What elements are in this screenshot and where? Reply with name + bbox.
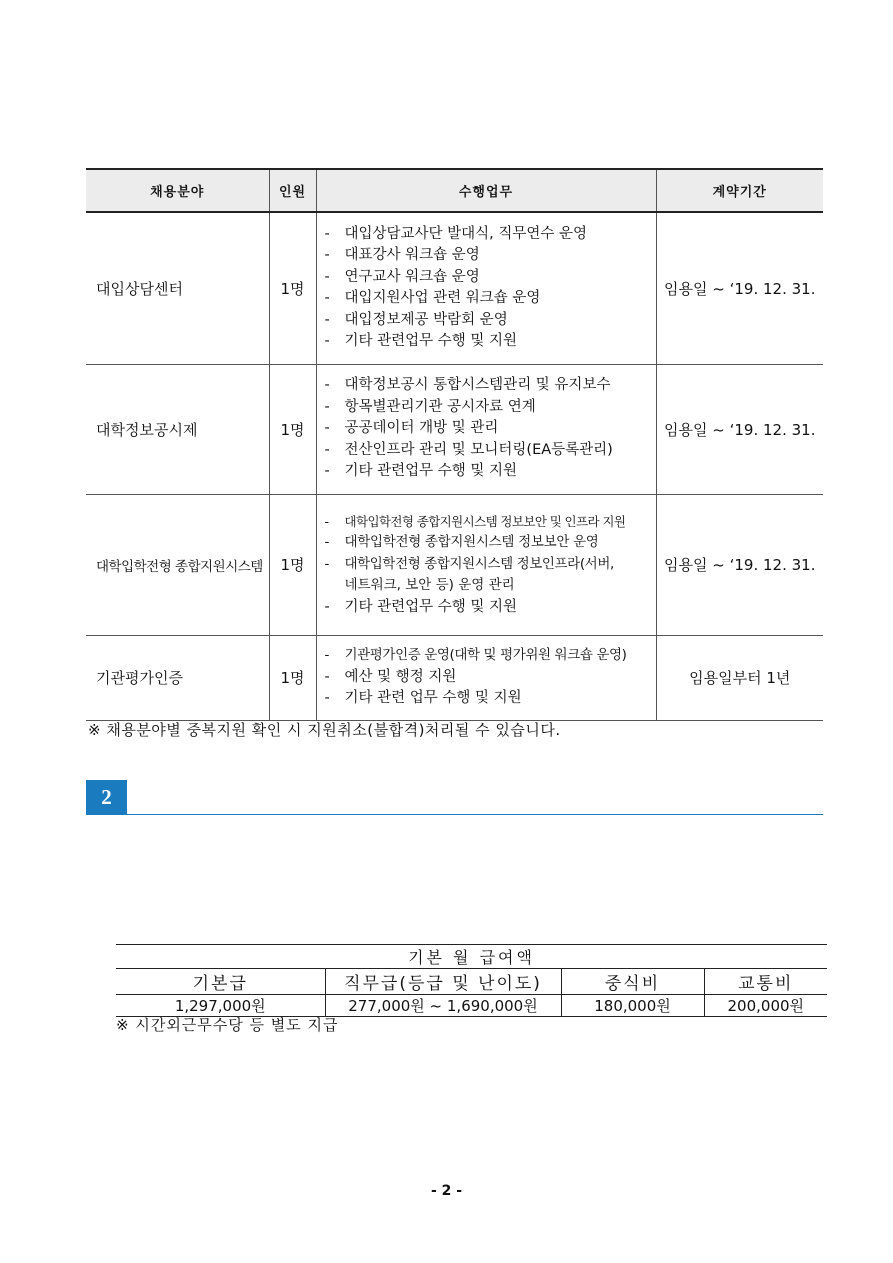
salary-value-meal: 180,000원 — [561, 995, 704, 1017]
duty-item: - 기타 관련업무 수행 및 지원 — [324, 463, 518, 480]
duty-item: - 대학입학전형 종합지원시스템 정보보안 운영 — [324, 534, 599, 551]
salary-value-transport: 200,000원 — [704, 995, 827, 1017]
duty-item: - 대표강사 워크숍 운영 — [324, 247, 480, 264]
duty-item: - 대입상담교사단 발대식, 직무연수 운영 — [324, 225, 588, 242]
table-row — [86, 494, 823, 635]
table-row — [86, 364, 823, 494]
header-period: 계약기간 — [656, 169, 823, 212]
period-cell: 임용일 ~ ‘19. 12. 31. — [656, 364, 823, 494]
period-cell: 임용일부터 1년 — [656, 635, 823, 720]
salary-header-row — [116, 969, 827, 995]
section-divider — [127, 814, 823, 815]
duties-cell — [316, 635, 656, 720]
table-header-row — [86, 169, 823, 212]
duty-item-continuation: 네트워크, 보안 등) 운영 관리 — [344, 577, 515, 594]
header-field: 채용분야 — [86, 169, 269, 212]
recruitment-table — [86, 168, 823, 721]
period-cell: 임용일 ~ ‘19. 12. 31. — [656, 212, 823, 364]
field-cell: 대학입학전형 종합지원시스템 — [86, 494, 269, 635]
count-cell: 1명 — [269, 635, 316, 720]
count-cell: 1명 — [269, 364, 316, 494]
duty-item: - 공공데이터 개방 및 관리 — [324, 420, 499, 437]
duty-item: - 대학정보공시 통합시스템관리 및 유지보수 — [324, 377, 611, 394]
duties-cell — [316, 494, 656, 635]
salary-value-job: 277,000원 ~ 1,690,000원 — [325, 995, 561, 1017]
count-cell: 1명 — [269, 212, 316, 364]
field-cell: 대학정보공시제 — [86, 364, 269, 494]
duty-item: - 대입정보제공 박람회 운영 — [324, 311, 508, 328]
page-number: - 2 - — [430, 1183, 463, 1199]
header-count: 인원 — [269, 169, 316, 212]
field-cell: 대입상담센터 — [86, 212, 269, 364]
duty-item: - 예산 및 행정 지원 — [324, 668, 457, 685]
salary-table — [116, 944, 827, 1017]
header-duties: 수행업무 — [316, 169, 656, 212]
duty-item: - 대학입학전형 종합지원시스템 정보보안 및 인프라 지원 — [324, 513, 626, 529]
table-row — [86, 635, 823, 720]
duties-cell — [316, 212, 656, 364]
duty-item: - 대입지원사업 관련 워크숍 운영 — [324, 290, 541, 307]
duties-cell — [316, 364, 656, 494]
salary-header-meal: 중식비 — [561, 969, 704, 995]
salary-header-job: 직무급(등급 및 난이도) — [325, 969, 561, 995]
duty-item: - 기타 관련 업무 수행 및 지원 — [324, 690, 522, 707]
count-cell: 1명 — [269, 494, 316, 635]
duty-item: - 기관평가인증 운영(대학 및 평가위원 워크숍 운영) — [324, 647, 627, 664]
section-number-badge: 2 — [86, 780, 127, 815]
field-cell: 기관평가인증 — [86, 635, 269, 720]
period-cell: 임용일 ~ ‘19. 12. 31. — [656, 494, 823, 635]
salary-header-base: 기본급 — [116, 969, 325, 995]
salary-title-row — [116, 945, 827, 969]
duty-item: - 연구교사 워크숍 운영 — [324, 268, 480, 285]
overtime-note: ※ 시간외근무수당 등 별도 지급 — [116, 1016, 339, 1034]
table-row — [86, 212, 823, 364]
duty-item: - 기타 관련업무 수행 및 지원 — [324, 333, 518, 350]
salary-value-base: 1,297,000원 — [116, 995, 325, 1017]
duplicate-application-note: ※ 채용분야별 중복지원 확인 시 지원취소(불합격)처리될 수 있습니다. — [88, 721, 561, 739]
duty-item: - 항목별관리기관 공시자료 연계 — [324, 398, 536, 415]
duty-item: - 기타 관련업무 수행 및 지원 — [324, 598, 518, 615]
duty-item: - 대학입학전형 종합지원시스템 정보인프라(서버, — [324, 555, 614, 572]
salary-title: 기본 월 급여액 — [116, 945, 827, 969]
duty-item: - 전산인프라 관리 및 모니터링(EA등록관리) — [324, 441, 613, 458]
salary-header-transport: 교통비 — [704, 969, 827, 995]
